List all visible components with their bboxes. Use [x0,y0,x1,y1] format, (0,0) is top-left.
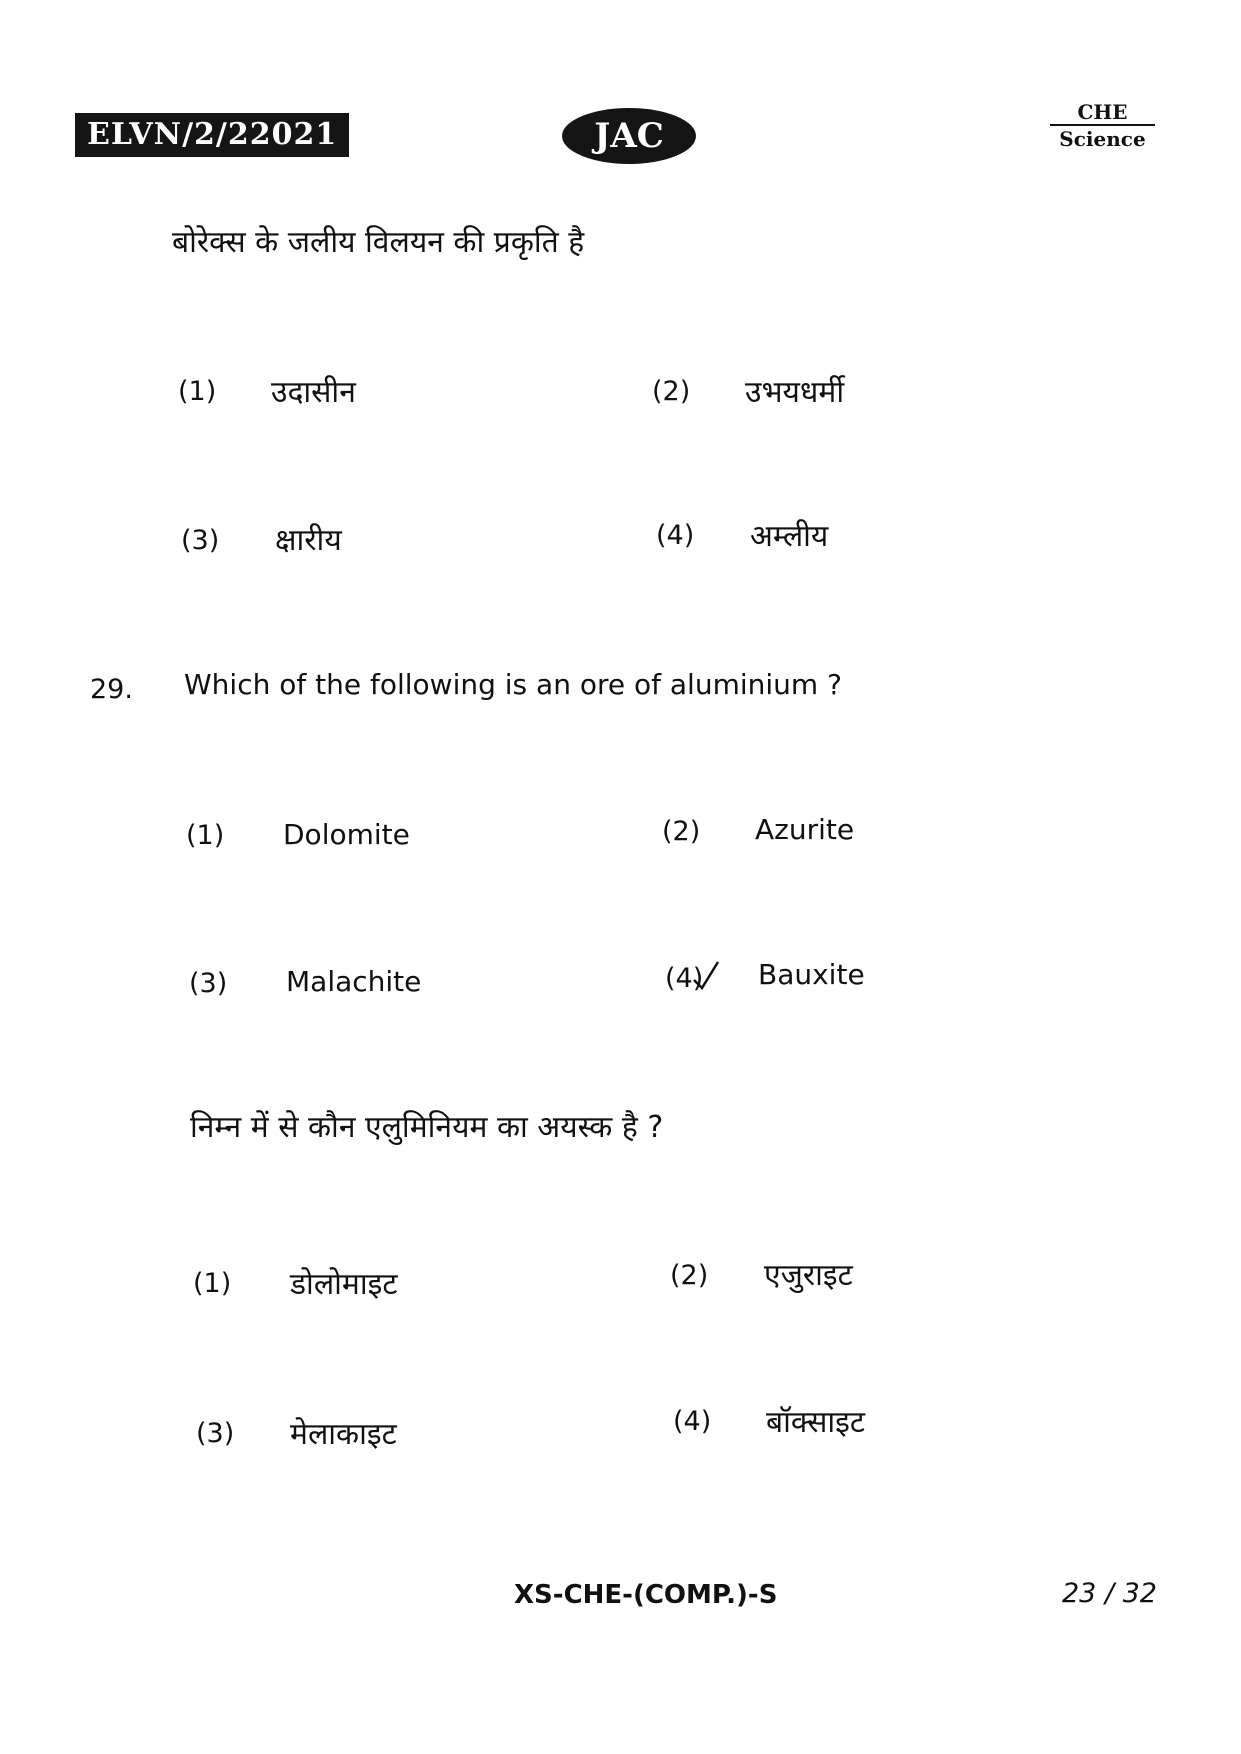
q28-hindi-option-4-text: अम्लीय [750,519,829,554]
q29-hindi-option-1-number: (1) [193,1268,232,1299]
q29-hindi-option-3-number: (3) [196,1418,235,1449]
q29-option-3-text: Malachite [286,965,422,998]
q29-question: Which of the following is an ore of aluminium ? [184,668,842,701]
q29-hindi-question: निम्न में से कौन एलुमिनियम का अयस्क है ? [190,1110,664,1145]
footer-paper-code: XS-CHE-(COMP.)-S [514,1580,778,1610]
tick-mark-icon [690,958,720,992]
q29-hindi-option-4-number: (4) [673,1406,712,1437]
q29-hindi-option-2-number: (2) [670,1260,709,1291]
q29-option-4-number: (4) [665,963,704,994]
q28-hindi-option-2-text: उभयधर्मी [745,375,845,410]
q29-number: 29. [90,674,133,705]
q29-hindi-option-4-text: बॉक्साइट [766,1405,865,1440]
q28-hindi-option-4-number: (4) [656,520,695,551]
q29-hindi-option-3-text: मेलाकाइट [290,1417,397,1452]
q28-hindi-option-3-number: (3) [181,525,220,556]
board-logo: JAC [562,108,696,164]
q29-option-1-number: (1) [186,820,225,851]
q29-hindi-option-1-text: डोलोमाइट [290,1267,398,1302]
q28-hindi-option-2-number: (2) [652,376,691,407]
q29-option-3-number: (3) [189,968,228,999]
subject-name: Science [1059,127,1146,151]
q29-option-4-text: Bauxite [758,958,865,991]
q29-hindi-option-2-text: एजुराइट [764,1258,853,1293]
paper-code-box: ELVN/2/22021 [75,113,349,157]
q29-option-2-number: (2) [662,816,701,847]
subject-label [1050,100,1155,152]
page-number: 23 / 32 [1062,1578,1157,1609]
subject-code: CHE [1050,100,1155,126]
q28-hindi-option-1-number: (1) [178,376,217,407]
q29-option-1-text: Dolomite [283,818,410,851]
q28-hindi-option-3-text: क्षारीय [275,523,342,558]
q28-hindi-option-1-text: उदासीन [271,375,356,410]
q28-hindi-question: बोरेक्स के जलीय विलयन की प्रकृति है [172,225,585,260]
q29-option-2-text: Azurite [755,813,855,846]
